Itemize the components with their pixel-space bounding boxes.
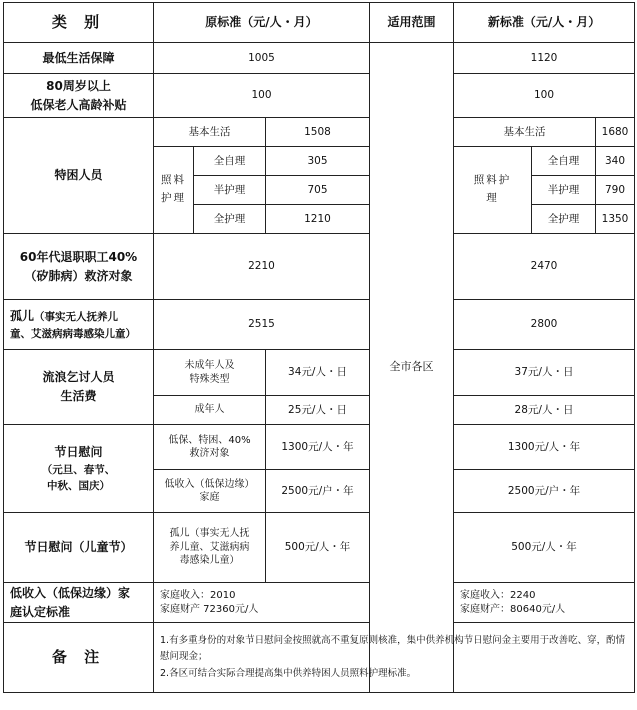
retired-label-line1: 60年代退职职工40%	[19, 249, 138, 264]
retired-new: 2470	[454, 234, 635, 300]
care-label-old: 照料护理	[154, 147, 194, 234]
welfare-standards-table	[3, 2, 635, 693]
low-income-label-line2: 庭认定标准	[10, 604, 71, 619]
special-basic-old: 1508	[266, 118, 370, 147]
row-retired	[4, 234, 635, 300]
half-new: 790	[596, 176, 635, 205]
vagrant-minor-old: 34元/人・日	[266, 350, 370, 396]
header-new-standard: 新标准（元/人・月）	[454, 3, 635, 43]
festival-label-line3: 中秋、国庆）	[47, 479, 110, 492]
row-orphan	[4, 300, 635, 350]
remarks-content	[154, 623, 635, 693]
vagrant-minor-label-line1: 未成年人及	[184, 360, 235, 371]
self-label-old: 全自理	[194, 147, 266, 176]
row-low-income	[4, 583, 635, 623]
remarks-line2: 2.各区可结合实际合理提高集中供养特困人员照料护理标准。	[160, 667, 417, 679]
children-day-old: 500元/人・年	[266, 513, 370, 583]
elderly-label	[4, 74, 154, 118]
special-label: 特困人员	[4, 118, 154, 234]
low-income-label-line1: 低收入（低保边缘）家	[10, 585, 131, 600]
low-income-old-assets: 家庭财产 72360元/人	[160, 603, 259, 615]
low-income-old	[154, 583, 370, 623]
children-day-target-line3: 毒感染儿童）	[179, 555, 240, 567]
retired-label-line2: （矽肺病）救济对象	[24, 268, 133, 283]
full-old: 1210	[266, 205, 370, 234]
half-old: 705	[266, 176, 370, 205]
row-children-day	[4, 513, 635, 583]
retired-label	[4, 234, 154, 300]
row-vagrant-minor	[4, 350, 635, 396]
children-day-label: 节日慰问（儿童节）	[4, 513, 154, 583]
self-label-new: 全自理	[532, 147, 596, 176]
header-row	[4, 3, 635, 43]
header-old-standard: 原标准（元/人・月）	[154, 3, 370, 43]
orphan-new: 2800	[454, 300, 635, 350]
special-basic-label-new: 基本生活	[454, 118, 596, 147]
vagrant-label-line1: 流浪乞讨人员	[42, 370, 115, 385]
row-remarks	[4, 623, 635, 693]
children-day-new: 500元/人・年	[454, 513, 635, 583]
special-basic-label-old: 基本生活	[154, 118, 266, 147]
row-festival-a	[4, 425, 635, 470]
orphan-label-sub1: （事实无人抚养儿	[34, 311, 119, 324]
min-living-new: 1120	[454, 43, 635, 74]
vagrant-minor-label	[154, 350, 266, 396]
self-new: 340	[596, 147, 635, 176]
remarks-label: 备 注	[4, 623, 154, 693]
vagrant-label-line2: 生活费	[60, 389, 97, 403]
low-income-label	[4, 583, 154, 623]
low-income-new-income: 家庭收入：2240	[460, 590, 536, 601]
row-elderly	[4, 74, 635, 118]
low-income-old-income: 家庭收入：2010	[160, 590, 236, 601]
elderly-label-line1: 80周岁以上	[46, 78, 111, 93]
festival-b-label-line2: 家庭	[199, 492, 220, 503]
orphan-old: 2515	[154, 300, 370, 350]
festival-a-old: 1300元/人・年	[266, 425, 370, 470]
festival-a-label-line2: 救济对象	[189, 448, 230, 459]
full-label-old: 全护理	[194, 205, 266, 234]
orphan-label	[4, 300, 154, 350]
children-day-target-line2: 养儿童、艾滋病病	[169, 541, 250, 553]
scope-cell: 全市各区	[370, 43, 454, 693]
low-income-new-assets: 家庭财产：80640元/人	[460, 603, 566, 615]
remarks-line1: 1.有多重身份的对象节日慰问金按照就高不重复原则核准，集中供养机构节日慰问金主要用于改善吃、穿，酌情慰问现金；	[160, 634, 626, 663]
festival-a-new: 1300元/人・年	[454, 425, 635, 470]
low-income-new	[454, 583, 635, 623]
header-category: 类 别	[4, 3, 154, 43]
full-new: 1350	[596, 205, 635, 234]
festival-a-label	[154, 425, 266, 470]
festival-b-label-line1: 低收入（低保边缘）	[164, 478, 255, 490]
vagrant-adult-label: 成年人	[154, 396, 266, 425]
header-scope: 适用范围	[370, 3, 454, 43]
orphan-label-main: 孤儿	[10, 309, 35, 324]
festival-a-label-line1: 低保、特困、40%	[168, 434, 251, 446]
vagrant-adult-old: 25元/人・日	[266, 396, 370, 425]
retired-old: 2210	[154, 234, 370, 300]
half-label-new: 半护理	[532, 176, 596, 205]
festival-label-line2: （元旦、春节、	[41, 463, 116, 476]
elderly-old: 100	[154, 74, 370, 118]
vagrant-minor-new: 37元/人・日	[454, 350, 635, 396]
vagrant-adult-new: 28元/人・日	[454, 396, 635, 425]
care-label-new: 照料护理	[454, 147, 532, 234]
row-special-basic	[4, 118, 635, 147]
vagrant-label	[4, 350, 154, 425]
children-day-target	[154, 513, 266, 583]
row-min-living	[4, 43, 635, 74]
self-old: 305	[266, 147, 370, 176]
vagrant-minor-label-line2: 特殊类型	[189, 373, 230, 385]
children-day-target-line1: 孤儿（事实无人抚	[169, 528, 250, 540]
elderly-new: 100	[454, 74, 635, 118]
min-living-old: 1005	[154, 43, 370, 74]
festival-b-old: 2500元/户・年	[266, 470, 370, 513]
min-living-label: 最低生活保障	[4, 43, 154, 74]
half-label-old: 半护理	[194, 176, 266, 205]
full-label-new: 全护理	[532, 205, 596, 234]
elderly-label-line2: 低保老人高龄补贴	[30, 97, 127, 112]
festival-label	[4, 425, 154, 513]
festival-label-line1: 节日慰问	[54, 444, 103, 459]
orphan-label-sub2: 童、艾滋病病毒感染儿童）	[10, 327, 136, 340]
festival-b-new: 2500元/户・年	[454, 470, 635, 513]
special-basic-new: 1680	[596, 118, 635, 147]
festival-b-label	[154, 470, 266, 513]
